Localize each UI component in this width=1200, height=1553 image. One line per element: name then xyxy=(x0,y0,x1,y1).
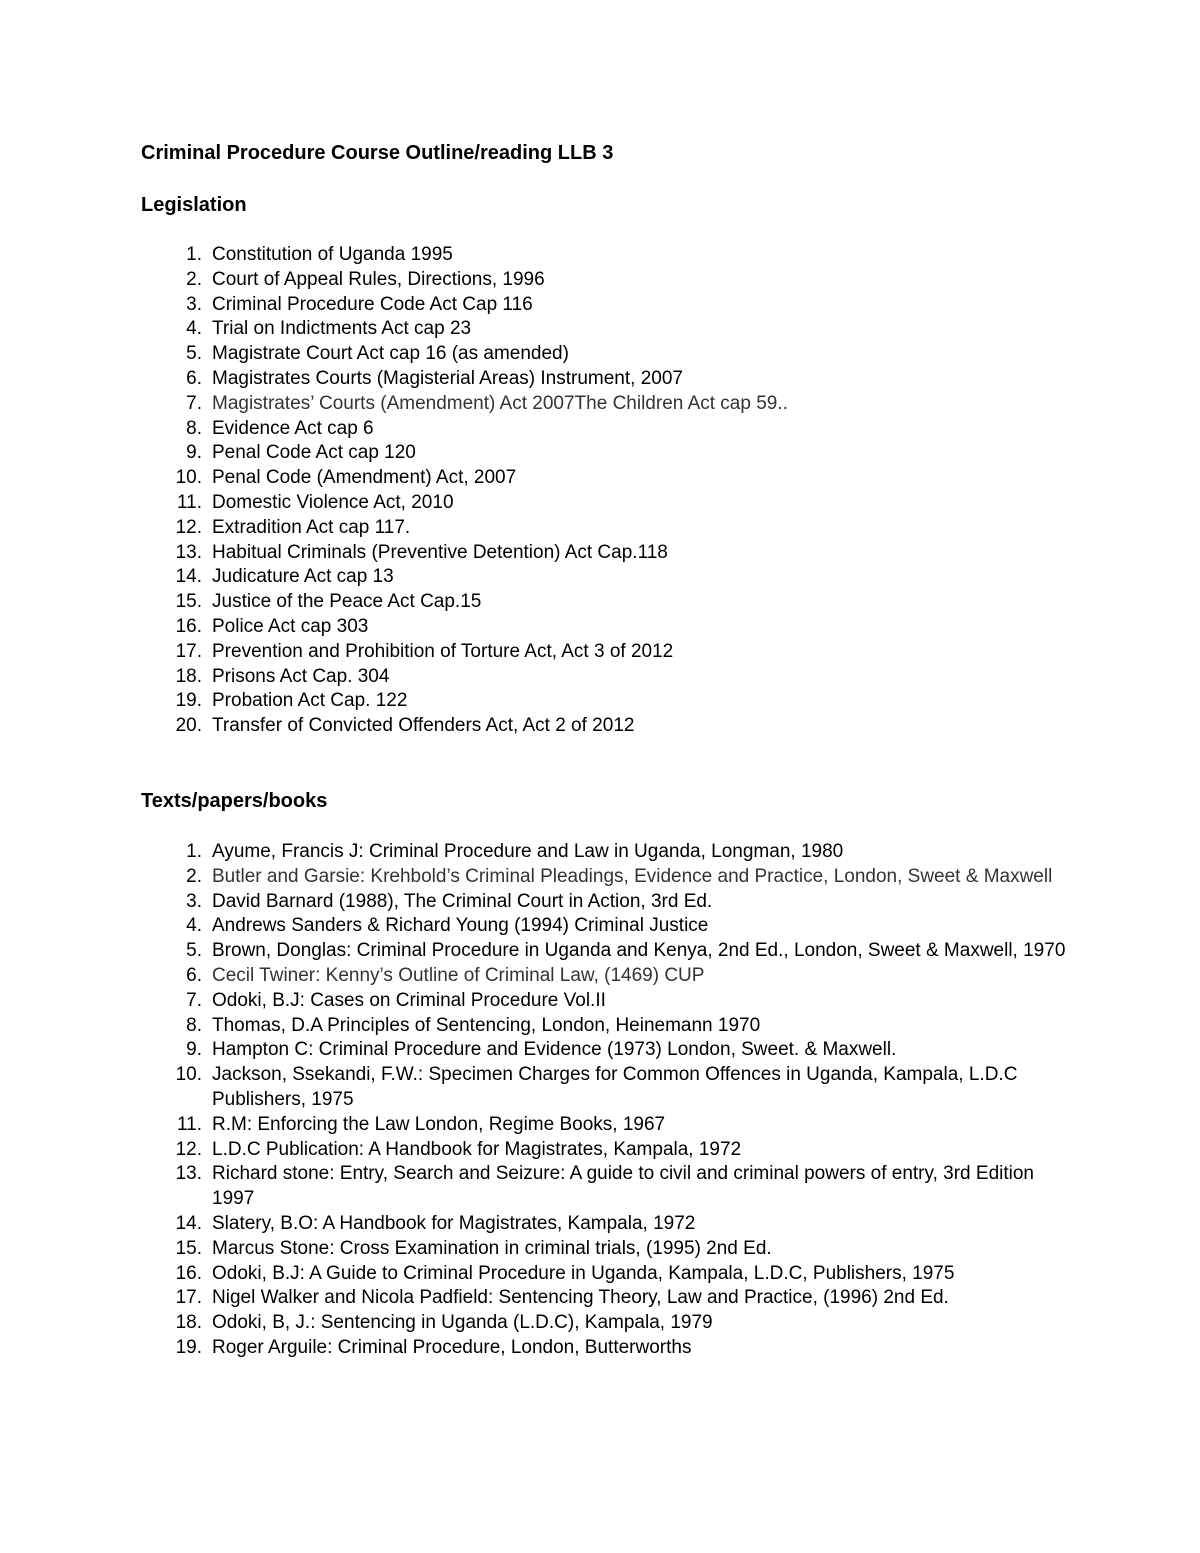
item-text: Habitual Criminals (Preventive Detention) Act Cap.118 xyxy=(212,541,668,563)
list-item xyxy=(0,1336,1100,1361)
item-number: 17. xyxy=(175,1287,202,1309)
item-text: Transfer of Convicted Offenders Act, Act 2 of 2012 xyxy=(212,715,635,737)
list-item xyxy=(0,689,1100,714)
texts-list xyxy=(0,840,1100,1361)
item-text: Evidence Act cap 6 xyxy=(212,417,374,439)
list-item xyxy=(0,268,1100,293)
list-item xyxy=(0,392,1100,417)
list-item xyxy=(0,317,1100,342)
item-number: 6. xyxy=(186,964,202,986)
list-item xyxy=(0,840,1100,865)
item-text: Cecil Twiner: Kenny’s Outline of Criminal Law, (1469) CUP xyxy=(212,964,705,986)
item-text: Extradition Act cap 117. xyxy=(212,516,411,538)
list-item xyxy=(0,441,1100,466)
list-item xyxy=(0,342,1100,367)
item-number: 8. xyxy=(186,417,202,439)
item-text: Odoki, B, J.: Sentencing in Uganda (L.D.C), Kampala, 1979 xyxy=(212,1312,713,1334)
item-number: 19. xyxy=(175,690,202,712)
item-text: David Barnard (1988), The Criminal Court in Action, 3rd Ed. xyxy=(212,890,713,912)
list-item xyxy=(0,939,1100,964)
item-number: 2. xyxy=(186,865,202,887)
document-title: Criminal Procedure Course Outline/reading LLB 3 xyxy=(141,142,614,164)
item-number: 10. xyxy=(175,1064,202,1086)
item-number: 17. xyxy=(175,640,202,662)
item-number: 7. xyxy=(186,392,202,414)
item-text: Police Act cap 303 xyxy=(212,615,369,637)
item-number: 9. xyxy=(186,1039,202,1061)
list-item xyxy=(0,1262,1100,1287)
list-item xyxy=(0,964,1100,989)
item-text: Court of Appeal Rules, Directions, 1996 xyxy=(212,268,545,290)
list-item xyxy=(0,640,1100,665)
list-item xyxy=(0,367,1100,392)
item-number: 2. xyxy=(186,268,202,290)
item-text: Nigel Walker and Nicola Padfield: Sentencing Theory, Law and Practice, (1996) 2nd Ed. xyxy=(212,1287,949,1309)
item-text: Slatery, B.O: A Handbook for Magistrates, Kampala, 1972 xyxy=(212,1212,696,1234)
item-number: 20. xyxy=(175,715,202,737)
list-item xyxy=(0,1014,1100,1039)
list-item xyxy=(0,541,1100,566)
list-item xyxy=(0,417,1100,442)
item-number: 11. xyxy=(176,491,202,513)
list-item xyxy=(0,615,1100,640)
item-number: 13. xyxy=(175,1163,202,1185)
item-text: Justice of the Peace Act Cap.15 xyxy=(212,591,482,613)
item-number: 3. xyxy=(186,890,202,912)
item-number: 7. xyxy=(186,989,202,1011)
item-text: Magistrate Court Act cap 16 (as amended) xyxy=(212,343,569,365)
item-text: Magistrates Courts (Magisterial Areas) Instrument, 2007 xyxy=(212,367,683,389)
item-number: 4. xyxy=(186,318,202,340)
list-item xyxy=(0,1311,1100,1336)
list-item xyxy=(0,989,1100,1014)
list-item xyxy=(0,293,1100,318)
section-heading-legislation: Legislation xyxy=(141,194,247,216)
item-number: 18. xyxy=(175,665,202,687)
item-number: 12. xyxy=(175,1138,202,1160)
list-item xyxy=(0,590,1100,615)
item-text: Odoki, B.J: Cases on Criminal Procedure Vol.II xyxy=(212,989,606,1011)
item-text: Andrews Sanders & Richard Young (1994) Criminal Justice xyxy=(212,915,709,937)
item-text: Penal Code Act cap 120 xyxy=(212,442,416,464)
item-number: 9. xyxy=(186,442,202,464)
list-item xyxy=(0,243,1100,268)
item-text: Prisons Act Cap. 304 xyxy=(212,665,390,687)
list-item xyxy=(0,1113,1100,1138)
item-text: Thomas, D.A Principles of Sentencing, London, Heinemann 1970 xyxy=(212,1014,761,1036)
item-text: Trial on Indictments Act cap 23 xyxy=(212,318,472,340)
item-text: Ayume, Francis J: Criminal Procedure and Law in Uganda, Longman, 1980 xyxy=(212,841,844,862)
item-text: Judicature Act cap 13 xyxy=(212,566,394,588)
item-number: 3. xyxy=(186,293,202,315)
item-number: 1. xyxy=(186,841,202,862)
item-text: Criminal Procedure Code Act Cap 116 xyxy=(212,293,533,315)
list-item xyxy=(0,1063,1100,1113)
item-number: 14. xyxy=(175,566,202,588)
item-text: Jackson, Ssekandi, F.W.: Specimen Charges for Common Offences in Uganda, Kampala, L.D.C Publishers, 1975 xyxy=(212,1064,1018,1110)
item-number: 11. xyxy=(176,1113,202,1135)
list-item xyxy=(0,1212,1100,1237)
item-text: L.D.C Publication: A Handbook for Magistrates, Kampala, 1972 xyxy=(212,1138,742,1160)
item-number: 12. xyxy=(175,516,202,538)
list-item xyxy=(0,714,1100,739)
item-number: 10. xyxy=(175,467,202,489)
item-number: 6. xyxy=(186,367,202,389)
item-number: 15. xyxy=(175,1237,202,1259)
item-number: 8. xyxy=(186,1014,202,1036)
item-text: Magistrates’ Courts (Amendment) Act 2007The Children Act cap 59.. xyxy=(212,392,788,414)
item-text: Brown, Donglas: Criminal Procedure in Uganda and Kenya, 2nd Ed., London, Sweet & Maxwell, 1970 xyxy=(212,940,1066,962)
item-number: 14. xyxy=(175,1212,202,1234)
list-item xyxy=(0,865,1100,890)
item-number: 16. xyxy=(175,1262,202,1284)
item-text: R.M: Enforcing the Law London, Regime Books, 1967 xyxy=(212,1113,666,1135)
list-item xyxy=(0,1286,1100,1311)
item-text: Richard stone: Entry, Search and Seizure: A guide to civil and criminal powers of entry, 3rd Edition 1997 xyxy=(212,1163,1034,1210)
item-text: Marcus Stone: Cross Examination in criminal trials, (1995) 2nd Ed. xyxy=(212,1237,772,1259)
item-text: Constitution of Uganda 1995 xyxy=(212,244,453,265)
item-number: 16. xyxy=(175,615,202,637)
list-item xyxy=(0,491,1100,516)
item-text: Prevention and Prohibition of Torture Act, Act 3 of 2012 xyxy=(212,640,674,662)
item-text: Hampton C: Criminal Procedure and Evidence (1973) London, Sweet. & Maxwell. xyxy=(212,1039,897,1061)
list-item xyxy=(0,1162,1100,1212)
item-text: Probation Act Cap. 122 xyxy=(212,690,408,712)
item-number: 1. xyxy=(186,244,202,265)
list-item xyxy=(0,665,1100,690)
item-text: Domestic Violence Act, 2010 xyxy=(212,491,454,513)
item-number: 5. xyxy=(186,940,202,962)
item-number: 18. xyxy=(175,1312,202,1334)
legislation-list xyxy=(0,243,1100,739)
item-number: 15. xyxy=(175,591,202,613)
list-item xyxy=(0,1138,1100,1163)
list-item xyxy=(0,1038,1100,1063)
list-item xyxy=(0,1237,1100,1262)
item-number: 13. xyxy=(175,541,202,563)
item-text: Butler and Garsie: Krehbold’s Criminal Pleadings, Evidence and Practice, London, Sweet & Maxwell xyxy=(212,865,1053,887)
item-text: Penal Code (Amendment) Act, 2007 xyxy=(212,467,517,489)
list-item xyxy=(0,890,1100,915)
item-number: 4. xyxy=(186,915,202,937)
list-item xyxy=(0,516,1100,541)
item-number: 19. xyxy=(175,1336,202,1358)
list-item xyxy=(0,565,1100,590)
section-heading-texts: Texts/papers/books xyxy=(141,790,328,812)
list-item xyxy=(0,466,1100,491)
item-text: Roger Arguile: Criminal Procedure, London, Butterworths xyxy=(212,1336,692,1358)
list-item xyxy=(0,914,1100,939)
item-text: Odoki, B.J: A Guide to Criminal Procedure in Uganda, Kampala, L.D.C, Publishers, 1975 xyxy=(212,1262,955,1284)
item-number: 5. xyxy=(186,343,202,365)
